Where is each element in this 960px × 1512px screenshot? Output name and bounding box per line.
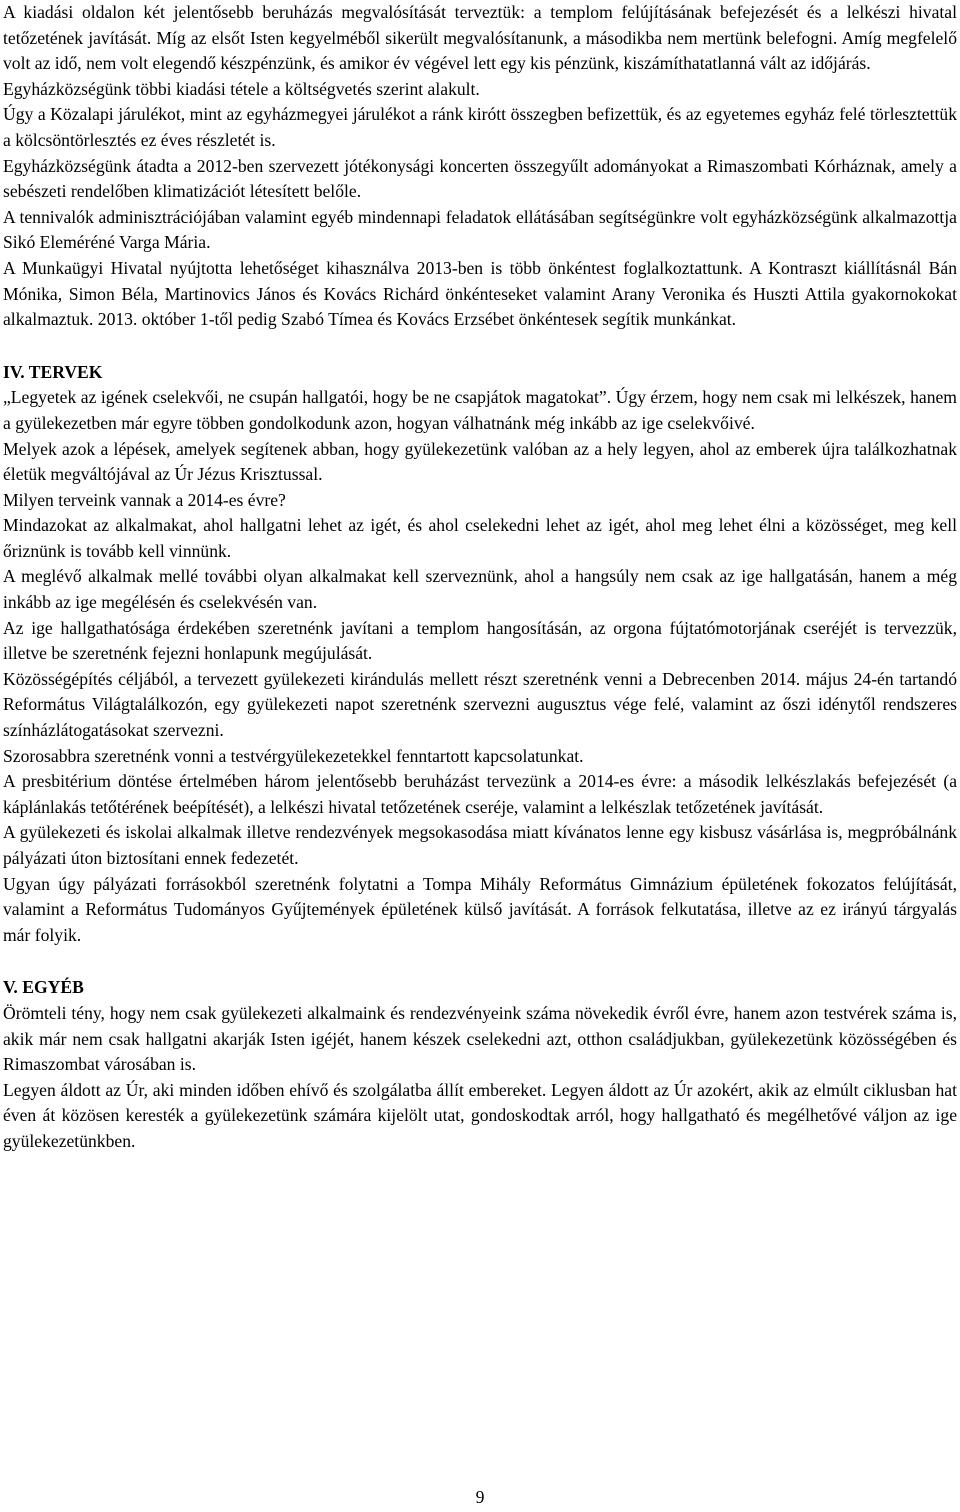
page-number: 9 <box>475 1487 485 1507</box>
document-page <box>3 0 957 1155</box>
paragraph: Úgy a Közalapi járulékot, mint az egyházmegyei járulékot a ránk kirótt összegben befizettük, és az egyetemes egyház felé törlesztettük a kölcsöntörlesztés ez éves részletét is. <box>3 104 957 150</box>
paragraph: Ugyan úgy pályázati forrásokból szeretnénk folytatni a Tompa Mihály Református Gimnázium épületének fokozatos felújítását, valamint a Református Tudományos Gyűjtemények épületének külső javítását. A források felkutatása, illetve az ez irányú tárgyalás már folyik. <box>3 873 957 945</box>
paragraph: A kiadási oldalon két jelentősebb beruházás megvalósítását terveztük: a templom felújításának befejezését és a lelkészi hivatal tetőzetének javítását. Míg az elsőt Isten kegyelméből sikerült megvalósítanunk, a másodikba nem mertünk belefogni. Amíg megfelelő volt az idő, nem volt elegendő készpénzünk, és amikor év végével lett egy kis pénzünk, kiszámíthatatlanná vált az időjárás. <box>3 2 957 74</box>
section-other <box>3 975 957 1154</box>
paragraph: Legyen áldott az Úr, aki minden időben ehívő és szolgálatba állít embereket. Legyen áldott az Úr azokért, akik az elmúlt ciklusban hat éven át közösen keresték a gyülekezetünk számára kijelölt utat, gondoskodtak arról, hogy hallgatható és megélhetővé váljon az ige gyülekezetünkben. <box>3 1079 957 1151</box>
paragraph: A presbitérium döntése értelmében három jelentősebb beruházást tervezünk a 2014-es évre: a második lelkészlakás befejezését (a káplánlakás tetőtérének beépítését), a lelkészi hivatal tetőzetének cseréje, valamint a lelkészlak tetőzetének javítását. <box>3 771 957 817</box>
paragraph: Egyházközségünk átadta a 2012-ben szervezett jótékonysági koncerten összegyűlt adományokat a Rimaszombati Kórháznak, amely a sebészeti rendelőben klimatizációt létesített belőle. <box>3 155 957 202</box>
paragraph: „Legyetek az igének cselekvői, ne csupán hallgatói, hogy be ne csapjátok magatokat”. Úgy érzem, hogy nem csak mi lelkészek, hanem a gyülekezetben már egyre többen gondolkodunk azon, hogyan válhatnánk még inkább az ige cselekvőivé. <box>3 387 957 433</box>
paragraph: A Munkaügyi Hivatal nyújtotta lehetőséget kihasználva 2013-ben is több önkéntest foglalkoztattunk. A Kontraszt kiállításnál Bán Mónika, Simon Béla, Martinovics János és Kovács Richárd önkénteseket valamint Arany Veronika és Huszti Attila gyakornokokat alkalmaztuk. 2013. október 1-től pedig Szabó Tímea és Kovács Erzsébet önkéntesek segítik munkánkat. <box>3 257 957 330</box>
paragraph: Szorosabbra szeretnénk vonni a testvérgyülekezetekkel fenntartott kapcsolatunkat. <box>3 745 584 766</box>
paragraph: Mindazokat az alkalmakat, ahol hallgatni lehet az igét, és ahol cselekedni lehet az igét, ahol meg lehet élni a közösséget, meg kell őriznünk is tovább kell vinnünk. <box>3 515 957 561</box>
section-plans <box>3 360 957 949</box>
paragraph: Egyházközségünk többi kiadási tétele a költségvetés szerint alakult. <box>3 78 480 99</box>
paragraph: A tennivalók adminisztrációjában valamint egyéb mindennapi feladatok ellátásában segítségünkre volt egyházközségünk alkalmazottja Sikó Eleméréné Varga Mária. <box>3 206 957 253</box>
paragraph: Az ige hallgathatósága érdekében szeretnénk javítani a templom hangosításán, az orgona fújtatómotorjának cseréjét is tervezzük, illetve be szeretnénk fejezni honlapunk megújulását. <box>3 617 957 664</box>
paragraph: Közösségépítés céljából, a tervezett gyülekezeti kirándulás mellett részt szeretnénk venni a Debrecenben 2014. május 24-én tartandó Református Világtalálkozón, egy gyülekezeti napot szeretnénk szervezni augusztus vége felé, valamint az őszi idénytől rendszeres színházlátogatásokat szervezni. <box>3 668 957 741</box>
section-expenses <box>3 0 957 333</box>
section-heading: V. EGYÉB <box>3 977 84 998</box>
paragraph: A meglévő alkalmak mellé további olyan alkalmakat kell szerveznünk, ahol a hangsúly nem csak az ige hallgatásán, hanem a még inkább az ige megélésén és cselekvésén van. <box>3 566 957 613</box>
paragraph: Örömteli tény, hogy nem csak gyülekezeti alkalmaink és rendezvényeink száma növekedik évről évre, hanem azon testvérek száma is, akik már nem csak hallgatni akarják Isten igéjét, hanem készek cselekedni azt, otthon családjukban, gyülekezetünk közösségében és Rimaszombat városában is. <box>3 1002 957 1075</box>
paragraph: Milyen terveink vannak a 2014-es évre? <box>3 489 286 510</box>
section-heading: IV. TERVEK <box>3 361 103 382</box>
paragraph: A gyülekezeti és iskolai alkalmak illetve rendezvények megsokasodása miatt kívánatos lenne egy kisbusz vásárlása is, megpróbálnánk pályázati úton biztosítani ennek fedezetét. <box>3 822 957 868</box>
paragraph: Melyek azok a lépések, amelyek segítenek abban, hogy gyülekezetünk valóban az a hely legyen, ahol az emberek újra találkozhatnak életük megváltójával az Úr Jézus Krisztussal. <box>3 438 957 485</box>
